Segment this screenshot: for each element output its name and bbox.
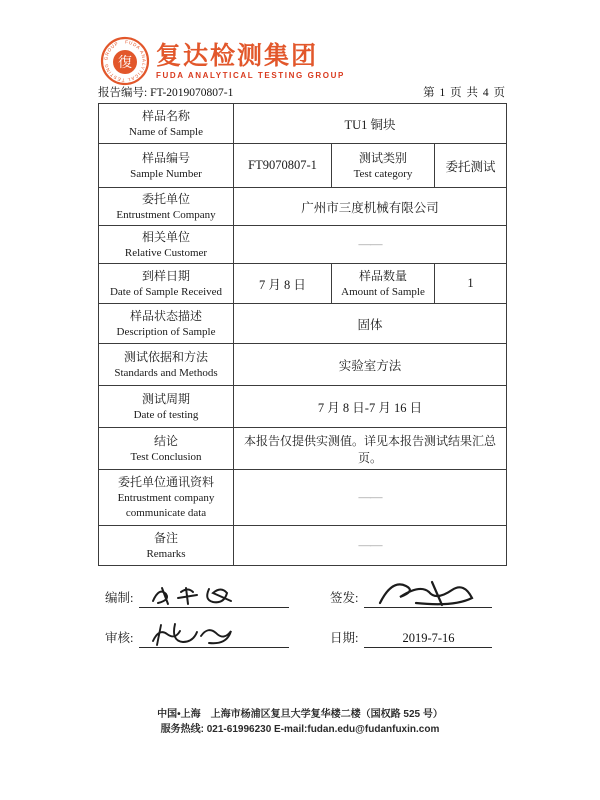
communicate-data-value: —— [234, 470, 507, 526]
row-label: 样品数量 Amount of Sample [332, 264, 435, 304]
date-value: 2019-7-16 [402, 631, 455, 645]
table-row [99, 226, 507, 264]
sample-amount-value: 1 [435, 264, 507, 304]
issued-by-signature-line [364, 600, 492, 608]
brand-text [156, 43, 345, 80]
reviewed-by-signature [147, 621, 233, 649]
testing-period-value: 7 月 8 日-7 月 16 日 [234, 386, 507, 428]
row-label: 测试周期 Date of testing [99, 386, 234, 428]
issued-by-field [330, 588, 492, 608]
table-row [99, 304, 507, 344]
row-label: 样品名称 Name of Sample [99, 104, 234, 144]
table-row [99, 264, 507, 304]
company-name-en: FUDA ANALYTICAL TESTING GROUP [156, 70, 345, 80]
issued-by-signature [372, 577, 480, 609]
prepared-by-label: 编制: [105, 591, 134, 605]
table-row [99, 526, 507, 566]
date-received-value: 7 月 8 日 [234, 264, 332, 304]
row-label: 结论 Test Conclusion [99, 428, 234, 470]
row-label: 样品编号 Sample Number [99, 144, 234, 188]
company-seal-logo-icon [100, 36, 150, 86]
signature-section [105, 588, 505, 668]
seal-ring-text: FUDA ANALYTICAL TESTING GROUP [103, 39, 147, 83]
table-row [99, 144, 507, 188]
row-label: 相关单位 Relative Customer [99, 226, 234, 264]
report-number-label: 报告编号: [98, 87, 148, 99]
table-row [99, 344, 507, 386]
table-row [99, 188, 507, 226]
sample-name-value: TU1 铜块 [234, 104, 507, 144]
company-name-zh: 复达检测集团 [156, 41, 319, 70]
sample-info-table [98, 103, 507, 566]
footer-contact: 服务热线: 021-61996230 E-mail:fudan.edu@fudanfuxin.com [160, 724, 440, 735]
reviewed-by-signature-line [139, 640, 289, 648]
brand-header [100, 36, 345, 86]
row-label: 备注 Remarks [99, 526, 234, 566]
report-number [98, 84, 233, 100]
row-label: 测试依据和方法 Standards and Methods [99, 344, 234, 386]
row-label: 委托单位通讯资料 Entrustment company communicate data [99, 470, 234, 526]
row-label: 测试类别 Test category [332, 144, 435, 188]
row-label: 样品状态描述 Description of Sample [99, 304, 234, 344]
table-row [99, 386, 507, 428]
row-label: 委托单位 Entrustment Company [99, 188, 234, 226]
page-indicator: 第 1 页 共 4 页 [423, 87, 506, 99]
test-category-value: 委托测试 [435, 144, 507, 188]
reviewed-by-label: 审核: [105, 631, 134, 645]
standards-methods-value: 实验室方法 [234, 344, 507, 386]
report-number-value: FT-2019070807-1 [150, 87, 234, 99]
issued-by-label: 签发: [330, 591, 359, 605]
table-row [99, 428, 507, 470]
sample-number-value: FT9070807-1 [234, 144, 332, 188]
date-label: 日期: [330, 631, 359, 645]
date-line [364, 631, 492, 648]
table-row [99, 470, 507, 526]
footer-address: 中国•上海 上海市杨浦区复旦大学复华楼二楼（国权路 525 号） [157, 709, 443, 720]
row-label: 到样日期 Date of Sample Received [99, 264, 234, 304]
remarks-value: —— [234, 526, 507, 566]
prepared-by-field [105, 588, 330, 608]
sample-description-value: 固体 [234, 304, 507, 344]
page-footer [0, 707, 600, 737]
seal-center-glyph: 復 [118, 54, 132, 70]
prepared-by-signature [147, 583, 239, 609]
date-field [330, 628, 492, 648]
prepared-by-signature-line [139, 600, 289, 608]
relative-customer-value: —— [234, 226, 507, 264]
table-row [99, 104, 507, 144]
report-meta-line [98, 84, 506, 100]
test-conclusion-value: 本报告仅提供实测值。详见本报告测试结果汇总页。 [234, 428, 507, 470]
reviewed-by-field [105, 628, 330, 648]
entrustment-company-value: 广州市三度机械有限公司 [234, 188, 507, 226]
